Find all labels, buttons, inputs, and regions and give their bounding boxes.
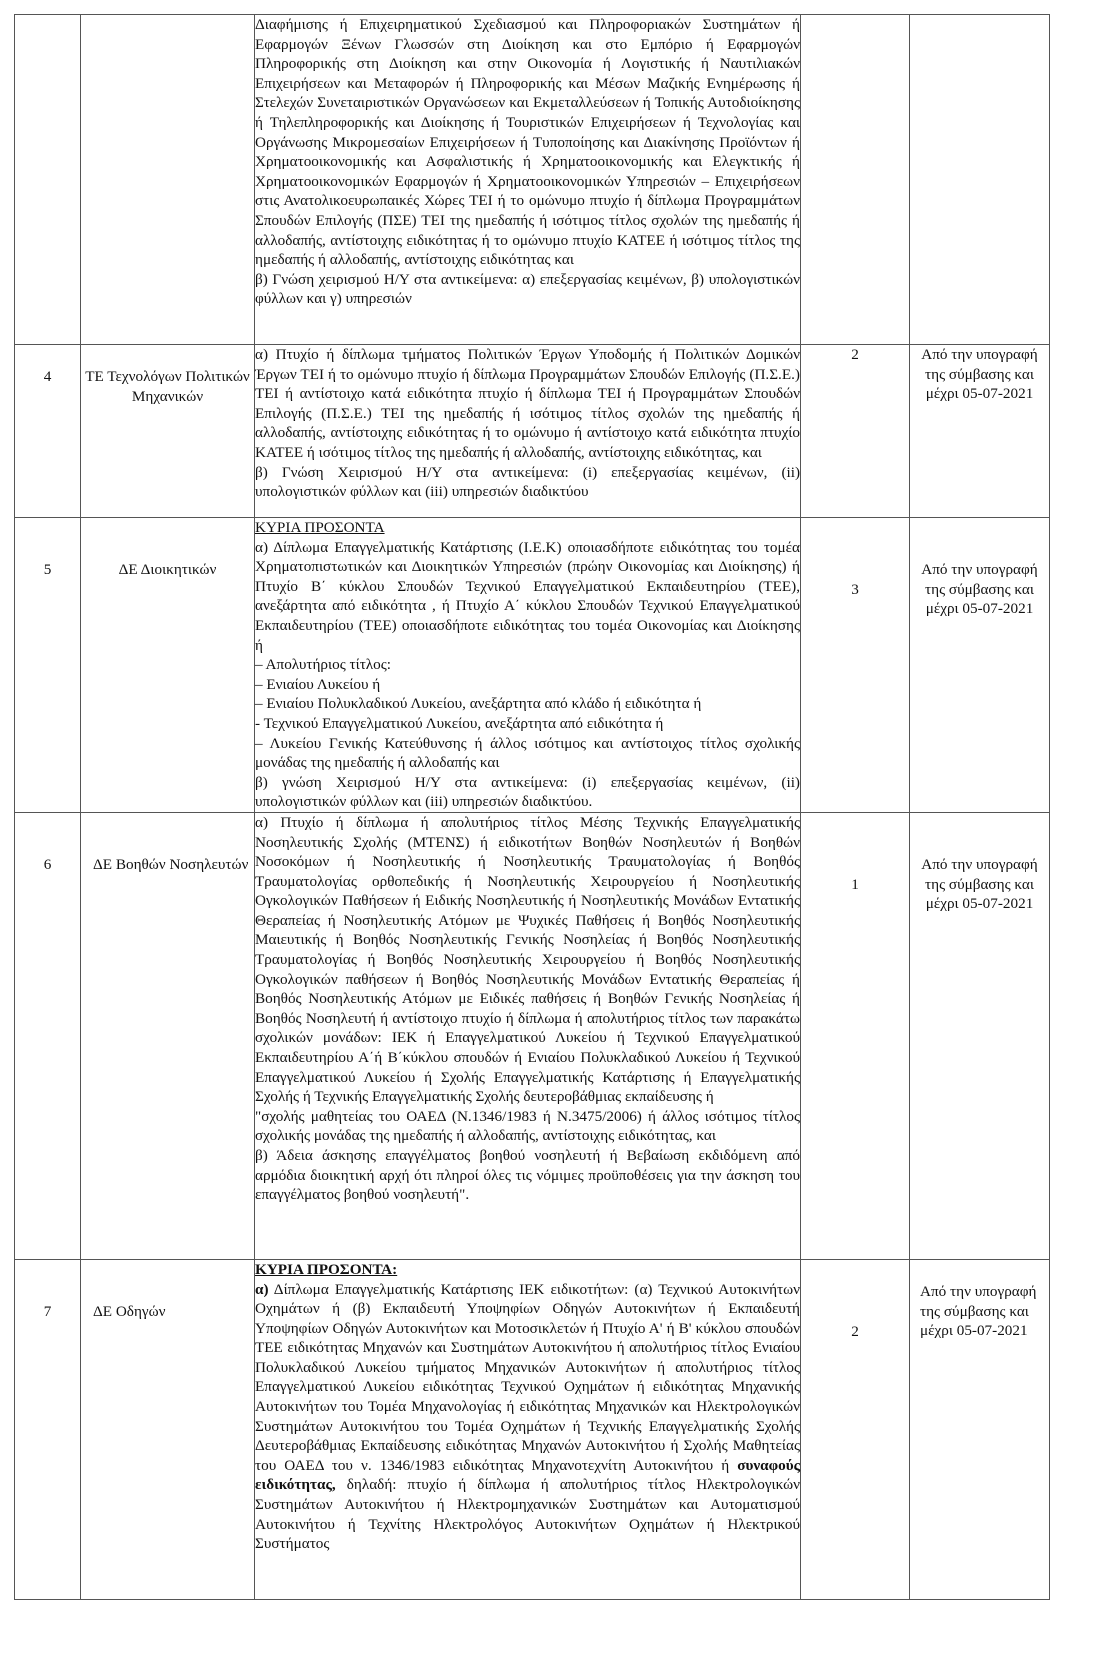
row-specialty: ΔΕ Οδηγών bbox=[81, 1259, 255, 1599]
table-row bbox=[15, 15, 1050, 345]
qualification-item: - Τεχνικού Επαγγελματικού Λυκείου, ανεξάρτητα από ειδικότητα ή bbox=[255, 714, 664, 732]
qualification-text: δηλαδή: πτυχίο ή δίπλωμα ή απολυτήριος τίτλος Ηλεκτρολογικών Συστημάτων Αυτοκινήτου ή Ηλεκτρομηχανικών Συστημάτων και Αυτοματισμού Αυτοκινήτου ή Τεχνίτης Ηλεκτρολόγος Αυτοκινήτων Οχημάτων ή Ηλεκτρικού Συστήματος bbox=[255, 1476, 800, 1553]
row-number: 5 bbox=[15, 518, 81, 813]
row-duration: Από την υπογραφή της σύμβασης και μέχρι 05-07-2021 bbox=[910, 345, 1050, 518]
row-positions: 1 bbox=[801, 812, 910, 1259]
qualification-paragraph: β) Γνώση χειρισμού Η/Υ στα αντικείμενα: α) επεξεργασίας κειμένων, β) υπολογιστικών φύλλων και γ) υπηρεσιών bbox=[255, 270, 800, 308]
row-specialty: ΤΕ Τεχνολόγων Πολιτικών Μηχανικών bbox=[81, 345, 255, 518]
row-specialty bbox=[81, 15, 255, 345]
row-qualifications bbox=[255, 518, 801, 813]
row-duration: Από την υπογραφή της σύμβασης και μέχρι 05-07-2021 bbox=[910, 1259, 1050, 1599]
row-positions: 2 bbox=[801, 1259, 910, 1599]
row-specialty: ΔΕ Διοικητικών bbox=[81, 518, 255, 813]
qualification-paragraph bbox=[255, 1280, 800, 1554]
qualification-item: – Λυκείου Γενικής Κατεύθυνσης ή άλλος ισότιμος και αντίστοιχος τίτλος σχολικής μονάδας της ημεδαπής ή αλλοδαπής και bbox=[255, 734, 800, 772]
section-heading: ΚΥΡΙΑ ΠΡΟΣΟΝΤΑ bbox=[255, 519, 385, 536]
row-positions bbox=[801, 15, 910, 345]
row-qualifications bbox=[255, 812, 801, 1259]
qualification-paragraph: β) Γνώση Χειρισμού Η/Υ στα αντικείμενα: (i) επεξεργασίας κειμένων, (ii) υπολογιστικών φύλλων και (iii) υπηρεσιών διαδικτύου bbox=[255, 463, 800, 501]
qualification-paragraph: "σχολής μαθητείας του ΟΑΕΔ (Ν.1346/1983 ή Ν.3475/2006) ή άλλος ισότιμος τίτλος σχολικής μονάδας της ημεδαπής ή αλλοδαπής, αντίστοιχης ειδικότητας, και bbox=[255, 1107, 800, 1145]
qualification-paragraph: α) Πτυχίο ή δίπλωμα τμήματος Πολιτικών Έργων Υποδομής ή Πολιτικών Δομικών Έργων ΤΕΙ ή το ομώνυμο πτυχίο ή δίπλωμα Προγραμμάτων Σπουδών Επιλογής (Π.Σ.Ε.) ΤΕΙ ή αντίστοιχο κατά ειδικότητα πτυχίο ή δίπλωμα ΤΕΙ ή Προγραμμάτων Σπουδών Επιλογής (Π.Σ.Ε.) ΤΕΙ της ημεδαπής ή ισότιμος τίτλος σχολών της ημεδαπής ή αλλοδαπής, αντίστοιχης ειδικότητας ή το ομώνυμο ή αντίστοιχο κατά ειδικότητα πτυχίο ΚΑΤΕΕ ή ισότιμος τίτλος της ημεδαπής ή αλλοδαπής, αντίστοιχης ειδικότητας, και bbox=[255, 346, 800, 461]
row-qualifications bbox=[255, 345, 801, 518]
table-row bbox=[15, 812, 1050, 1259]
row-duration: Από την υπογραφή της σύμβασης και μέχρι 05-07-2021 bbox=[910, 812, 1050, 1259]
qualification-paragraph: α) Δίπλωμα Επαγγελματικής Κατάρτισης (Ι.Ε.Κ) οποιασδήποτε ειδικότητας του τομέα Χρηματοπιστωτικών και Διοικητικών Υπηρεσιών (πρώην Οικονομίας και Διοίκησης) ή Πτυχίο Β΄ κύκλου Σπουδών Τεχνικού Επαγγελματικού Εκπαιδευτηρίου (ΤΕΕ), ανεξάρτητα από ειδικότητα , ή Πτυχίο Α΄ κύκλου Σπουδών Τεχνικού Επαγγελματικού Εκπαιδευτηρίου (ΤΕΕ) οποιασδήποτε ειδικότητας του τομέα Οικονομίας και Διοίκησης ή bbox=[255, 538, 800, 654]
qualification-item: – Απολυτήριος τίτλος: bbox=[255, 656, 391, 674]
qualification-paragraph: β) Άδεια άσκησης επαγγέλματος βοηθού νοσηλευτή ή Βεβαίωση εκδιδόμενη από αρμόδια διοικητική αρχή ότι πληροί όλες τις νόμιμες προϋποθέσεις για την άσκηση του επαγγέλματος βοηθού νοσηλευτή". bbox=[255, 1147, 800, 1204]
qualification-paragraph: α) Πτυχίο ή δίπλωμα ή απολυτήριος τίτλος Μέσης Τεχνικής Επαγγελματικής Νοσηλευτικής Σχολής (ΜΤΕΝΣ) ή ειδικοτήτων Βοηθών Νοσηλευτών ή Βοηθών Νοσοκόμων ή Νοσηλευτικής ή Νοσηλευτικής Τραυματολογίας ή Βοηθός Τραυματολογίας ορθοπεδικής ή Νοσηλευτικής Χειρουργείου ή Νοσηλευτικής Ογκολογικών Παθήσεων ή Ειδικής Νοσηλευτικής ή Νοσηλευτικής Μονάδων Εντατικής Θεραπείας ή Νοσηλευτικής Ατόμων με Ψυχικές Παθήσεις ή Βοηθός Νοσηλευτικής Μαιευτικής ή Βοηθός Νοσηλευτικής Γενικής Νοσηλείας ή Βοηθός Νοσηλευτικής Τραυματολογίας ή Βοηθός Νοσηλευτικής Χειρουργείου ή Βοηθός Νοσηλευτικής Ογκολογικών παθήσεων ή Βοηθός Νοσηλευτικής Μονάδων Εντατικής Θεραπείας ή Βοηθός Νοσηλευτικής Ατόμων με Ειδικές παθήσεις ή Βοηθών Γενικής Νοσηλείας ή Βοηθός Νοσηλευτή ή αντίστοιχο πτυχίο ή δίπλωμα ή απολυτήριος τίτλος των παρακάτω σχολικών μονάδων: ΙΕΚ ή Επαγγελματικού Λυκείου ή Τεχνικού Επαγγελματικού Εκπαιδευτηρίου Α΄ή Β΄κύκλου σπουδών ή Ενιαίου Πολυκλαδικού Λυκείου ή Τεχνικού Επαγγελματικού Λυκείου ή Σχολής Επαγγελματικής Κατάρτισης ή Επαγγελματικής Σχολής ή Τεχνικής Επαγγελματικής Σχολής δευτεροβάθμιας εκπαίδευσης ή bbox=[255, 813, 800, 1106]
section-heading: ΚΥΡΙΑ ΠΡΟΣΟΝΤΑ: bbox=[255, 1260, 398, 1278]
row-qualifications bbox=[255, 15, 801, 345]
qualification-paragraph: β) γνώση Χειρισμού Η/Υ στα αντικείμενα: (i) επεξεργασίας κειμένων, (ii) υπολογιστικών φύλλων και (iii) υπηρεσιών διαδικτύου. bbox=[255, 773, 800, 811]
table-row bbox=[15, 518, 1050, 813]
row-duration bbox=[910, 15, 1050, 345]
vacancies-table bbox=[14, 14, 1050, 1600]
row-qualifications bbox=[255, 1259, 801, 1599]
row-specialty: ΔΕ Βοηθών Νοσηλευτών bbox=[81, 812, 255, 1259]
qualification-item: – Ενιαίου Πολυκλαδικού Λυκείου, ανεξάρτητα από κλάδο ή ειδικότητα ή bbox=[255, 695, 702, 713]
row-number: 4 bbox=[15, 345, 81, 518]
qualification-item: – Ενιαίου Λυκείου ή bbox=[255, 675, 381, 693]
row-number bbox=[15, 15, 81, 345]
row-positions: 2 bbox=[801, 345, 910, 518]
qualification-text: Δίπλωμα Επαγγελματικής Κατάρτισης ΙΕΚ ειδικοτήτων: (α) Τεχνικού Αυτοκινήτων Οχημάτων ή (β) Εκπαιδευτή Υποψηφίων Οδηγών Αυτοκινήτων ή Εκπαιδευτή Υποψηφίων Οδηγών Αυτοκινήτων και Μοτοσικλετών ή Πτυχίο Α' ή Β' κύκλου σπουδών ΤΕΕ ειδικότητας Μηχανών και Συστημάτων Αυτοκινήτου ή απολυτήριος τίτλος Ενιαίου Πολυκλαδικού Λυκείου τμήματος Μηχανικών Αυτοκινήτων ή απολυτήριος τίτλος Επαγγελματικού Λυκείου ειδικότητας Τεχνικού Οχημάτων ή ειδικότητας Μηχανικής Αυτοκινήτων του Τομέα Μηχανολογίας ή ειδικότητας Μηχανικών και Ηλεκτρολογικών Συστημάτων Αυτοκινήτου του Τομέα Οχημάτων ή Τεχνικής Επαγγελματικής Σχολής Δευτεροβάθμιας Εκπαίδευσης ειδικότητας Μηχανών Αυτοκινήτου ή Σχολής Μαθητείας του ΟΑΕΔ του ν. 1346/1983 ειδικότητας Μηχανοτεχνίτη Αυτοκινήτου ή bbox=[255, 1280, 800, 1474]
qualification-paragraph: Διαφήμισης ή Επιχειρηματικού Σχεδιασμού και Πληροφοριακών Συστημάτων ή Εφαρμογών Ξένων Γλωσσών στη Διοίκηση και στο Εμπόριο ή Εφαρμογών Πληροφορικής στη Διοίκηση και στην Οικονομία ή Λογιστικής ή Ναυτιλιακών Επιχειρήσεων και Μεταφορών ή Πληροφορικής και Μέσων Μαζικής Ενημέρωσης ή Στελεχών Συνεταιριστικών Οργανώσεων και Εκμεταλλεύσεων ή Τοπικής Αυτοδιοίκησης ή Τηλεπληροφορικής και Διοίκησης ή Τουριστικών Επιχειρήσεων ή Τεχνολογίας και Οργάνωσης Μικρομεσαίων Επιχειρήσεων ή Τυποποίησης και Διακίνησης Προϊόντων ή Χρηματοοικονομικής και Ασφαλιστικής ή Χρηματοοικονομικής και Ελεγκτικής ή Χρηματοοικονομικών Εφαρμογών ή Χρηματοοικονομικών Υπηρεσιών – Επιχειρήσεων στις Ανατολικοευρωπαικές Χώρες ΤΕΙ ή το ομώνυμο πτυχίο ή δίπλωμα Προγραμμάτων Σπουδών Επιλογής (ΠΣΕ) ΤΕΙ της ημεδαπής ή ισότιμος τίτλος σχολών της ημεδαπής ή αλλοδαπής, αντίστοιχης ειδικότητας ή το ομώνυμο πτυχίο ΚΑΤΕΕ ή ισότιμος τίτλος της ημεδαπής ή αλλοδαπής, αντίστοιχης ειδικότητας και bbox=[255, 16, 800, 269]
item-marker: α) bbox=[255, 1280, 269, 1298]
row-duration: Από την υπογραφή της σύμβασης και μέχρι 05-07-2021 bbox=[910, 518, 1050, 813]
table-row bbox=[15, 345, 1050, 518]
row-number: 6 bbox=[15, 812, 81, 1259]
table-row bbox=[15, 1259, 1050, 1599]
row-positions: 3 bbox=[801, 518, 910, 813]
qualification-emphasis: συναφούς ειδικότητας, bbox=[255, 1456, 800, 1494]
row-number: 7 bbox=[15, 1259, 81, 1599]
